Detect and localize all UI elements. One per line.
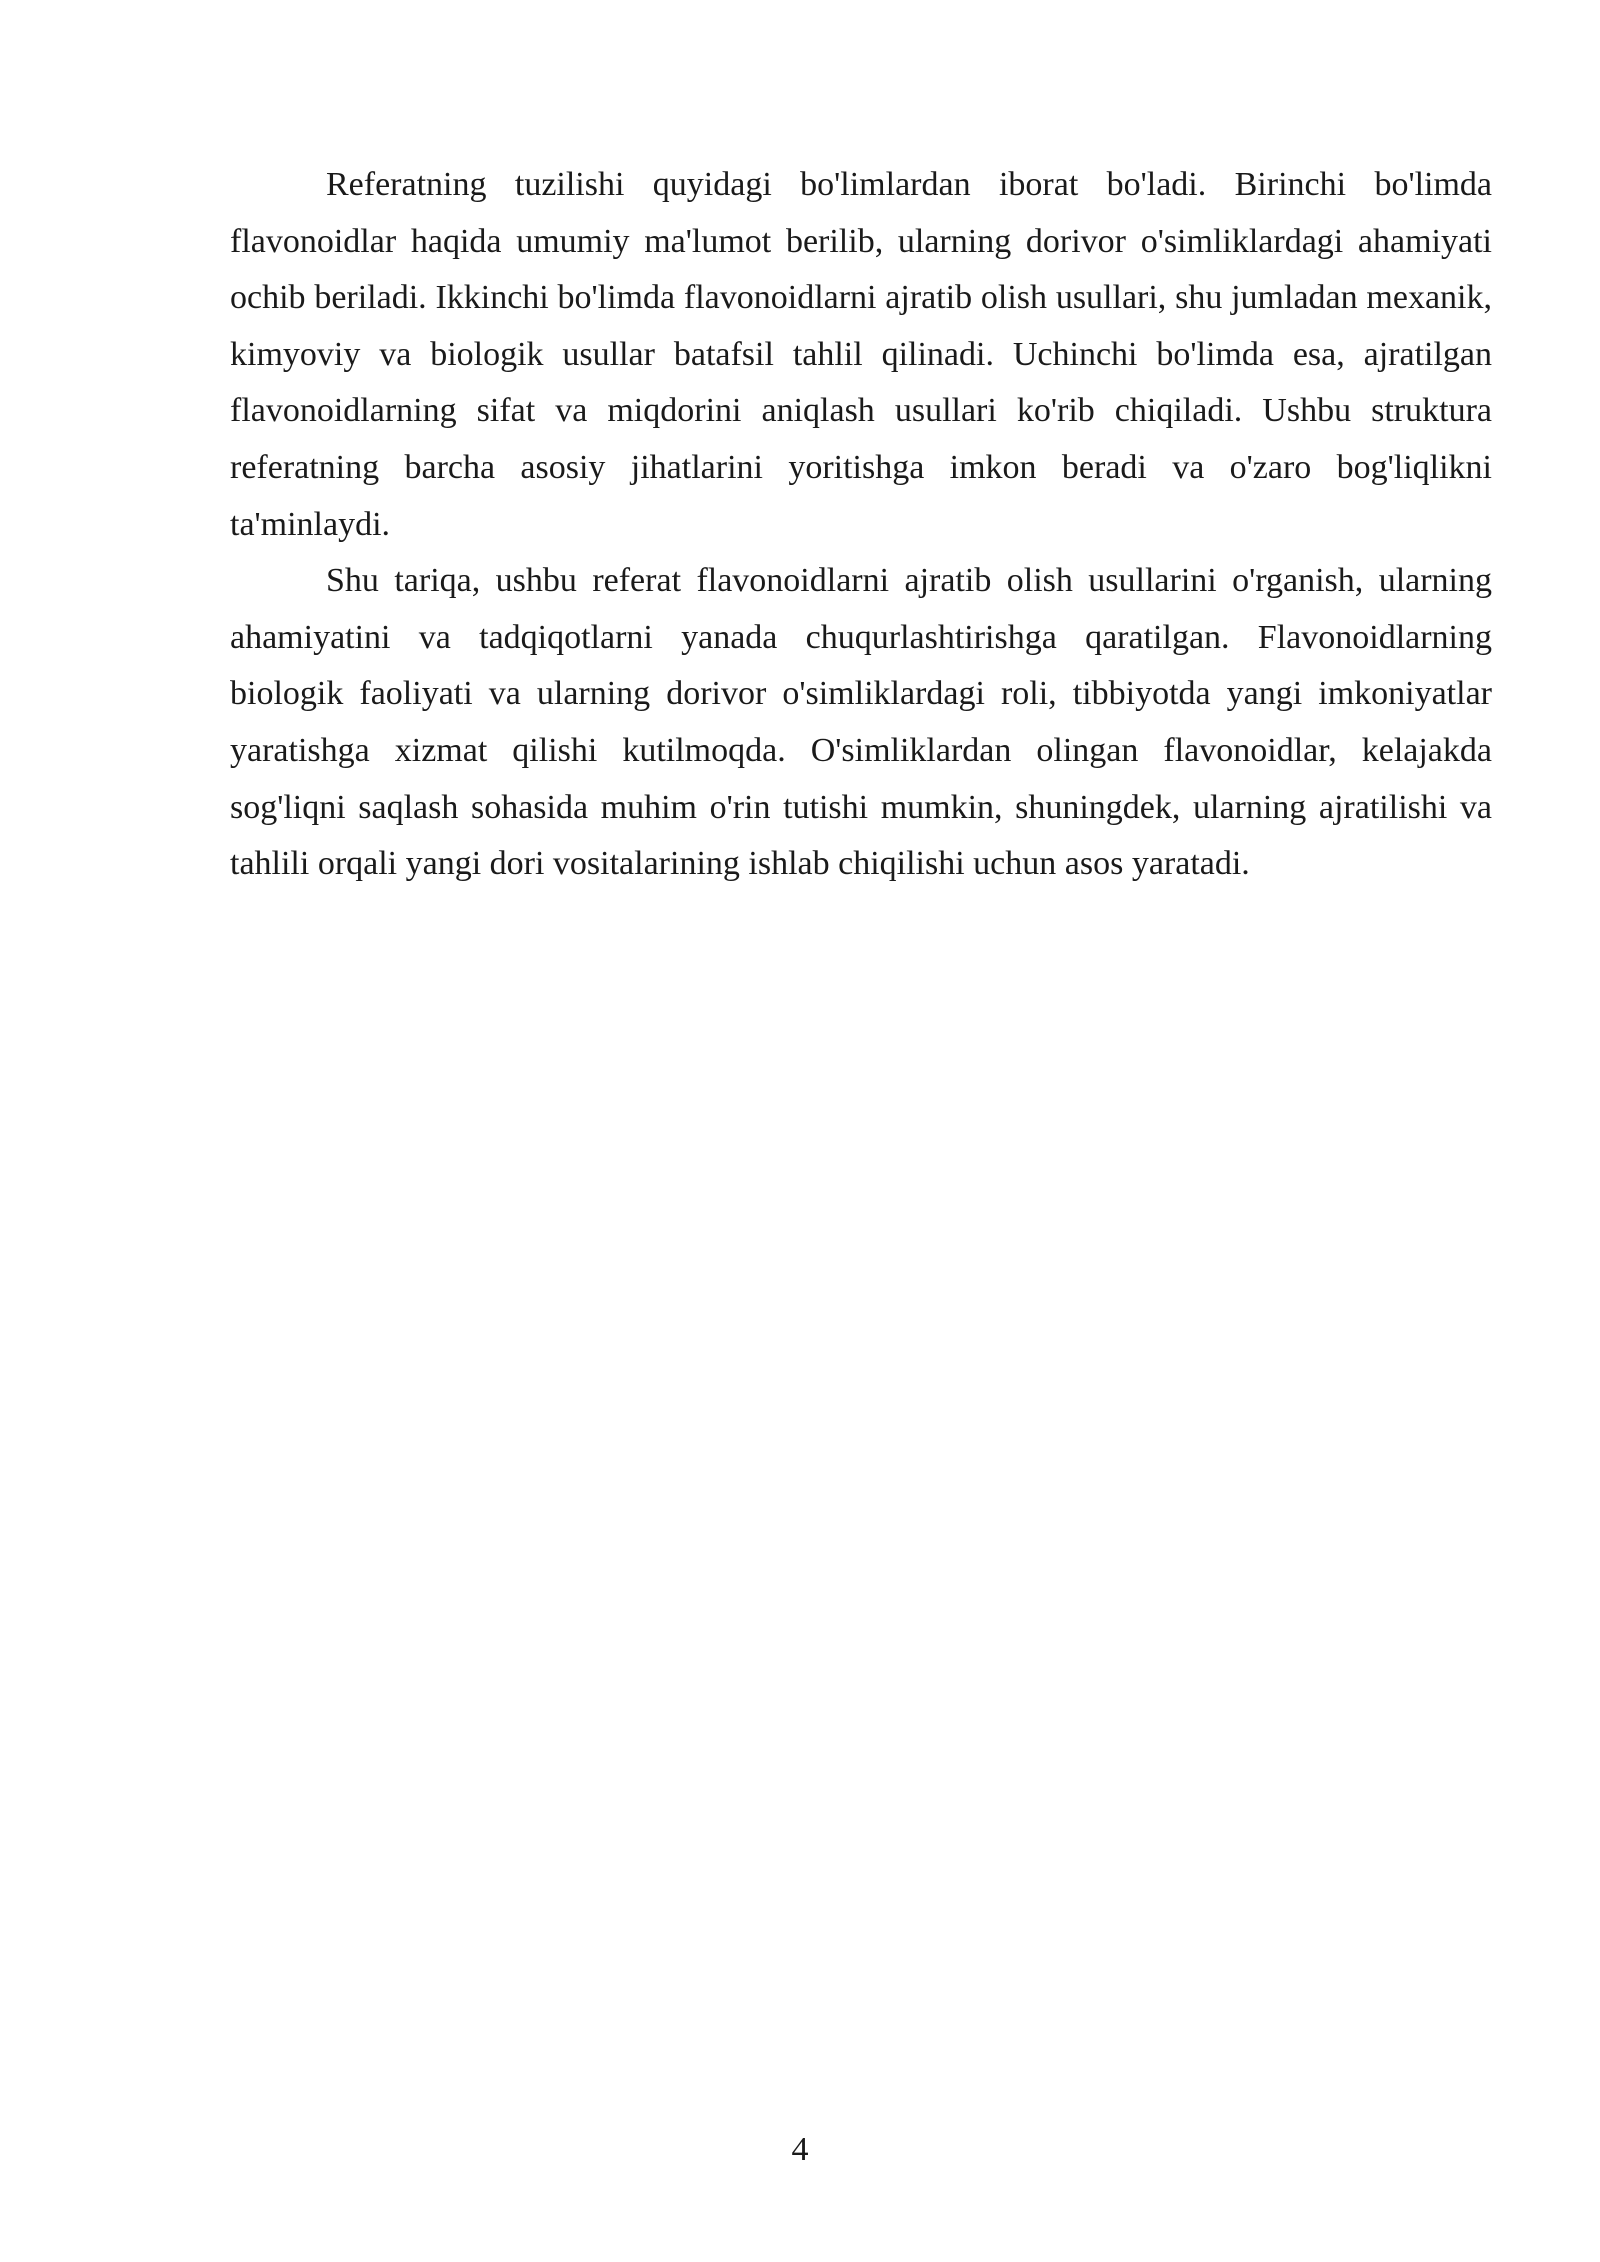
- paragraph-conclusion: Shu tariqa, ushbu referat flavonoidlarni ajratib olish usullarini o'rganish, ularning ahamiyatini va tadqiqotlarni yanada chuqurlashtirishga qaratilgan. Flavonoidlarning biologik faoliyati va ularning dorivor o'simliklardagi roli, tibbiyotda yangi imkoniyatlar yaratishga xizmat qilishi kutilmoqda. O'simliklardan olingan flavonoidlar, kelajakda sog'liqni saqlash sohasida muhim o'rin tutishi mumkin, shuningdek, ularning ajratilishi va tahlili orqali yangi dori vositalarining ishlab chiqilishi uchun asos yaratadi.: [230, 562, 1492, 883]
- paragraph-structure: Referatning tuzilishi quyidagi bo'limlardan iborat bo'ladi. Birinchi bo'limda flavonoidlar haqida umumiy ma'lumot berilib, ularning dorivor o'simliklardagi ahamiyati ochib beriladi. Ikkinchi bo'limda flavonoidlarni ajratib olish usullari, shu jumladan mexanik, kimyoviy va biologik usullar batafsil tahlil qilinadi. Uchinchi bo'limda esa, ajratilgan flavonoidlarning sifat va miqdorini aniqlash usullari ko'rib chiqiladi. Ushbu struktura referatning barcha asosiy jihatlarini yoritishga imkon beradi va o'zaro bog'liqlikni ta'minlaydi.: [230, 166, 1492, 543]
- page-number: 4: [791, 2131, 809, 2168]
- body-text: [230, 157, 1492, 893]
